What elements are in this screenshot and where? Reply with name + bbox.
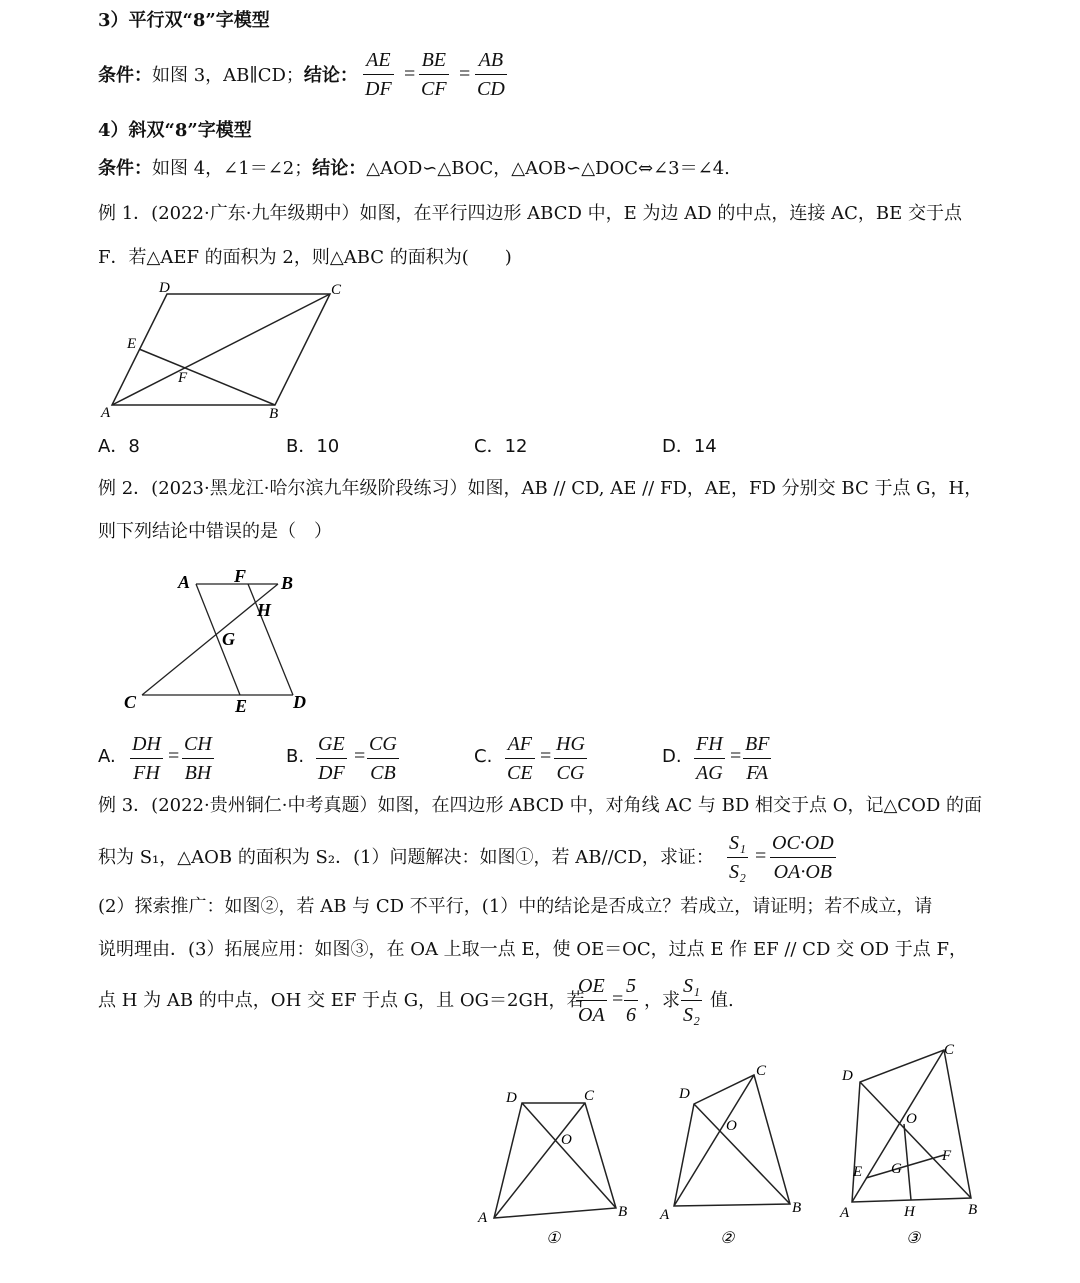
example1-line1: 例 1．(2022·广东·九年级期中）如图，在平行四边形 ABCD 中，E 为边 AD 的中点，连接 AC，BE 交于点 — [98, 203, 962, 224]
ex2-option-b-letter: B. — [286, 746, 305, 767]
section4-heading: 4）斜双“8”字模型 — [98, 120, 252, 141]
ex2-optD-left: FH AG — [696, 733, 723, 784]
fig1-label-D: D — [506, 1090, 517, 1106]
fig2-label-B: B — [792, 1200, 802, 1216]
label-F: F — [178, 370, 188, 386]
example3-line5b: ，求 — [644, 990, 680, 1011]
label-C: C — [124, 692, 137, 712]
ex1-option-d: D．14 — [662, 436, 717, 457]
condition-text: 如图 3，AB∥CD； — [152, 65, 304, 86]
example3-line1: 例 3．(2022·贵州铜仁·中考真题）如图，在四边形 ABCD 中，对角线 AC 与 BD 相交于点 O，记△COD 的面 — [98, 795, 982, 816]
quadrilateral-figures — [470, 1030, 1080, 1260]
parallel-lines-figure — [118, 562, 318, 722]
ex1-option-a: A．8 — [98, 436, 140, 457]
fraction-be-cf: BE CF — [421, 49, 447, 100]
equals-sign: = — [755, 845, 767, 867]
example2-line1: 例 2．(2023·黑龙江·哈尔滨九年级阶段练习）如图，AB // CD, AE // FD，AE，FD 分别交 BC 于点 G，H， — [98, 478, 983, 499]
fig3-label-G: G — [891, 1161, 902, 1177]
label-F: F — [234, 566, 247, 586]
fig3-label-H: H — [904, 1204, 915, 1220]
figure-3-caption: ③ — [906, 1230, 921, 1247]
label-H: H — [257, 600, 272, 620]
fig3-label-D: D — [842, 1068, 853, 1084]
fig2-label-D: D — [679, 1086, 690, 1102]
example3-line3: (2）探索推广：如图②，若 AB 与 CD 不平行，(1）中的结论是否成立？若成立，请证明；若不成立，请 — [98, 896, 933, 917]
fraction-s1-s2-b: S₁ S₂ — [683, 975, 700, 1026]
label-E: E — [235, 696, 248, 716]
example3-line4: 说明理由．(3）拓展应用：如图③，在 OA 上取一点 E，使 OE＝OC，过点 E 作 EF // CD 交 OD 于点 F， — [98, 939, 967, 960]
fig3-label-B: B — [968, 1202, 978, 1218]
label-D: D — [293, 692, 306, 712]
label-E: E — [127, 336, 137, 352]
fraction-oe-oa: OE OA — [578, 975, 605, 1026]
example3-line5c: 值. — [710, 990, 734, 1011]
ex2-optA-left: DH FH — [132, 733, 161, 784]
example2-line2: 则下列结论中错误的是（ ） — [98, 521, 332, 542]
equals-sign: = — [404, 63, 416, 85]
fig1-label-A: A — [478, 1210, 488, 1226]
fig3-label-A: A — [840, 1205, 850, 1221]
ex2-option-a-letter: A. — [98, 746, 116, 767]
fig2-label-C: C — [756, 1063, 767, 1079]
fig3-label-C: C — [944, 1042, 955, 1058]
section4-condition: 条件：如图 4，∠1＝∠2；结论：△AOD∽△BOC，△AOB∽△DOC⇔∠3＝∠4. — [98, 158, 730, 179]
example3-line2: 积为 S₁，△AOB 的面积为 S₂．(1）问题解决：如图①，若 AB//CD，求证： — [98, 847, 714, 868]
fraction-5-6: 5 6 — [626, 975, 636, 1026]
label-C: C — [331, 282, 342, 298]
example1-line2: F．若△AEF 的面积为 2，则△ABC 的面积为( ) — [98, 247, 512, 268]
label-G: G — [222, 629, 235, 649]
fig1-label-C: C — [584, 1088, 595, 1104]
ex2-optC-right: HG CG — [556, 733, 585, 784]
example3-line5: 点 H 为 AB 的中点，OH 交 EF 于点 G，且 OG＝2GH，若 — [98, 990, 585, 1011]
section3-heading: 3）平行双“8”字模型 — [98, 10, 270, 31]
ex2-option-c-letter: C. — [474, 746, 493, 767]
fig3-label-E: E — [853, 1164, 863, 1180]
label-D: D — [159, 280, 170, 296]
fig3-label-O: O — [906, 1111, 917, 1127]
label-B: B — [281, 573, 294, 593]
ex2-optC-left: AF CE — [507, 733, 533, 784]
fig3-label-F: F — [942, 1148, 952, 1164]
equals-sign: = — [540, 745, 552, 767]
ex2-option-d-letter: D. — [662, 746, 682, 767]
label-A: A — [101, 405, 111, 421]
ex1-option-c: C．12 — [474, 436, 528, 457]
condition-label: 条件： — [98, 65, 152, 86]
ex2-optD-right: BF FA — [745, 733, 770, 784]
equals-sign: = — [168, 745, 180, 767]
equals-sign: = — [459, 63, 471, 85]
fraction-ae-df: AE DF — [365, 49, 392, 100]
figure-1-caption: ① — [546, 1230, 561, 1247]
fraction-ocod-oaob: OC·OD OA·OB — [772, 832, 834, 883]
section3-condition — [98, 65, 358, 87]
ex2-optB-left: GE DF — [318, 733, 345, 784]
fraction-ab-cd: AB CD — [477, 49, 505, 100]
fig1-label-B: B — [618, 1204, 628, 1220]
ex2-optA-right: CH BH — [184, 733, 212, 784]
equals-sign: = — [730, 745, 742, 767]
ex1-option-b: B．10 — [286, 436, 340, 457]
fig1-label-O: O — [561, 1132, 572, 1148]
label-A: A — [178, 572, 191, 592]
fraction-s1-s2: S₁ S₂ — [729, 832, 746, 883]
label-B: B — [269, 406, 279, 422]
fig2-label-A: A — [660, 1207, 670, 1223]
equals-sign: = — [612, 988, 624, 1010]
conclusion-label: 结论： — [303, 65, 358, 86]
figure-2-caption: ② — [720, 1230, 735, 1247]
ex2-optB-right: CG CB — [369, 733, 397, 784]
fig2-label-O: O — [726, 1118, 737, 1134]
equals-sign: = — [354, 745, 366, 767]
parallelogram-figure — [95, 278, 355, 426]
